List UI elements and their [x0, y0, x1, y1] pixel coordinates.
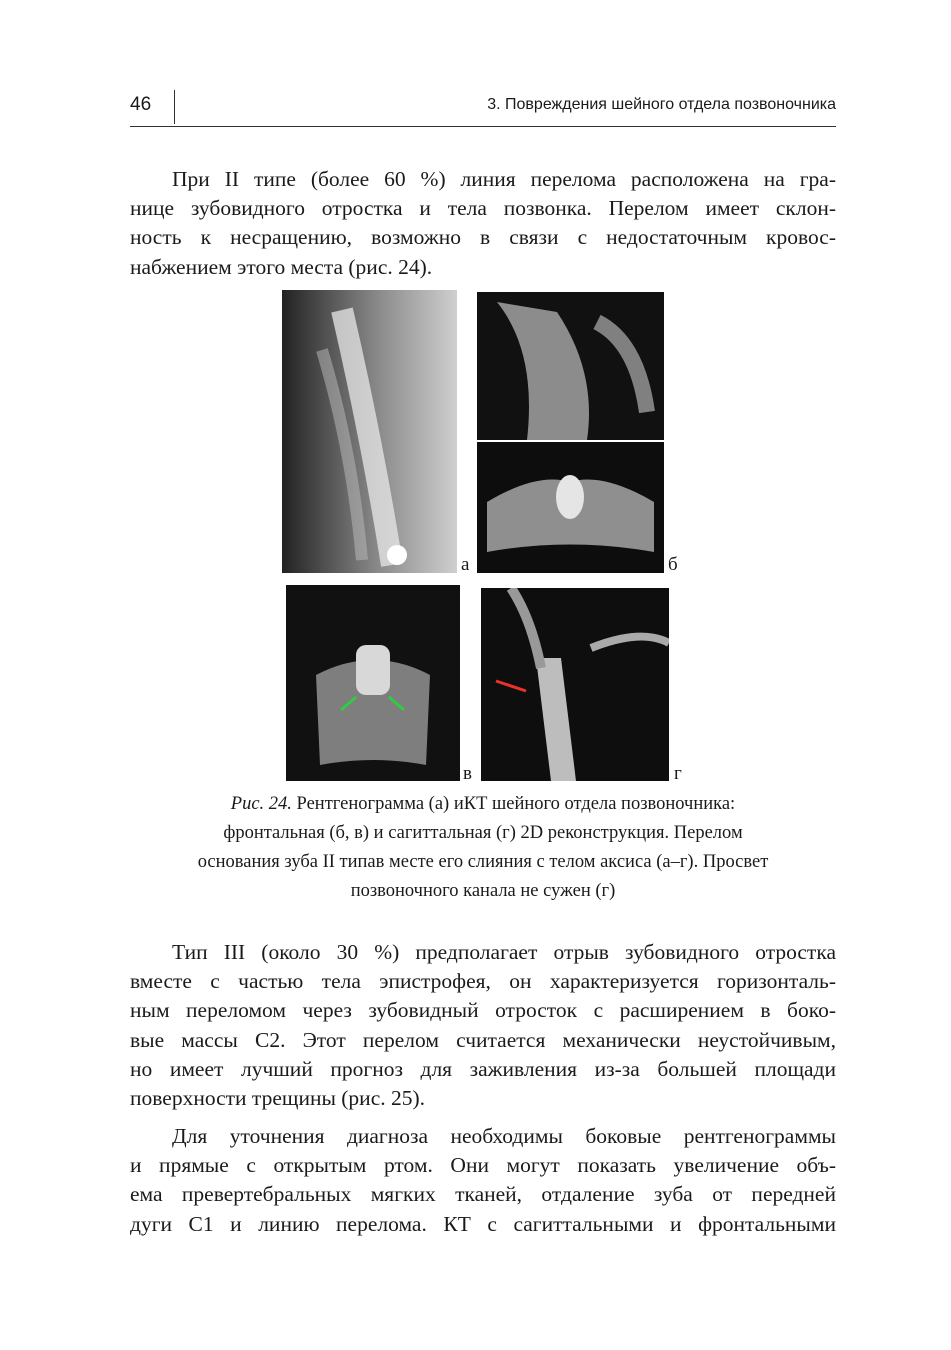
text-line: ема превертебральных мягких тканей, отдаление зуба от передней	[130, 1182, 836, 1207]
header-divider	[174, 90, 175, 124]
ct-image-g	[481, 588, 669, 781]
ct-image-v	[286, 585, 460, 781]
caption-line: Рентгенограмма (а) иКТ шейного отдела позвоночника:	[296, 794, 736, 814]
text-line: ным переломом через зубовидный отросток с расширением в боко-	[130, 998, 836, 1023]
text-line: набжением этого места (рис. 24).	[130, 254, 433, 279]
caption-lead: Рис. 24.	[230, 794, 292, 814]
text-line: но имеет лучший прогноз для заживления из-за большей площади	[130, 1056, 836, 1081]
label-a: а	[461, 554, 470, 575]
paragraph-2	[130, 938, 836, 1113]
figure-caption	[130, 790, 836, 906]
running-title: 3. Повреждения шейного отдела позвоночника	[487, 96, 836, 113]
text-line: вместе с частью тела эпистрофея, он характеризуется горизонталь-	[130, 969, 836, 994]
xray-image-a	[282, 290, 457, 573]
caption-line: основания зуба II типав месте его слияния с телом аксиса (а–г). Просвет	[197, 852, 769, 872]
text-line: дуги С1 и линию перелома. КТ с сагиттальными и фронтальными	[130, 1211, 836, 1236]
text-line: нице зубовидного отростка и тела позвонка. Перелом имеет склон-	[130, 196, 836, 221]
text-line: и прямые с открытым ртом. Они могут показать увеличение объ-	[130, 1153, 836, 1178]
caption-line: позвоночного канала не сужен (г)	[350, 881, 616, 901]
paragraph-3	[130, 1122, 836, 1239]
text-line: При II типе (более 60 %) линия перелома расположена на гра-	[172, 167, 836, 191]
ct-image-b-lower	[477, 442, 664, 573]
page-number: 46	[130, 94, 152, 115]
text-line: Тип III (около 30 %) предполагает отрыв зубовидного отростка	[172, 940, 836, 964]
label-g: г	[674, 763, 682, 784]
paragraph-1	[130, 165, 836, 282]
label-b: б	[668, 554, 678, 575]
text-line: поверхности трещины (рис. 25).	[130, 1086, 426, 1111]
ct-image-b-upper	[477, 292, 664, 440]
text-line: вые массы С2. Этот перелом считается механически неустойчивым,	[130, 1027, 836, 1052]
page-header	[130, 88, 836, 127]
label-v: в	[463, 763, 472, 784]
text-line: ность к несращению, возможно в связи с недостаточным кровос-	[130, 225, 836, 250]
text-line: Для уточнения диагноза необходимы боковые рентгенограммы	[172, 1124, 836, 1148]
caption-line: фронтальная (б, в) и сагиттальная (г) 2D реконструкция. Перелом	[223, 823, 743, 843]
